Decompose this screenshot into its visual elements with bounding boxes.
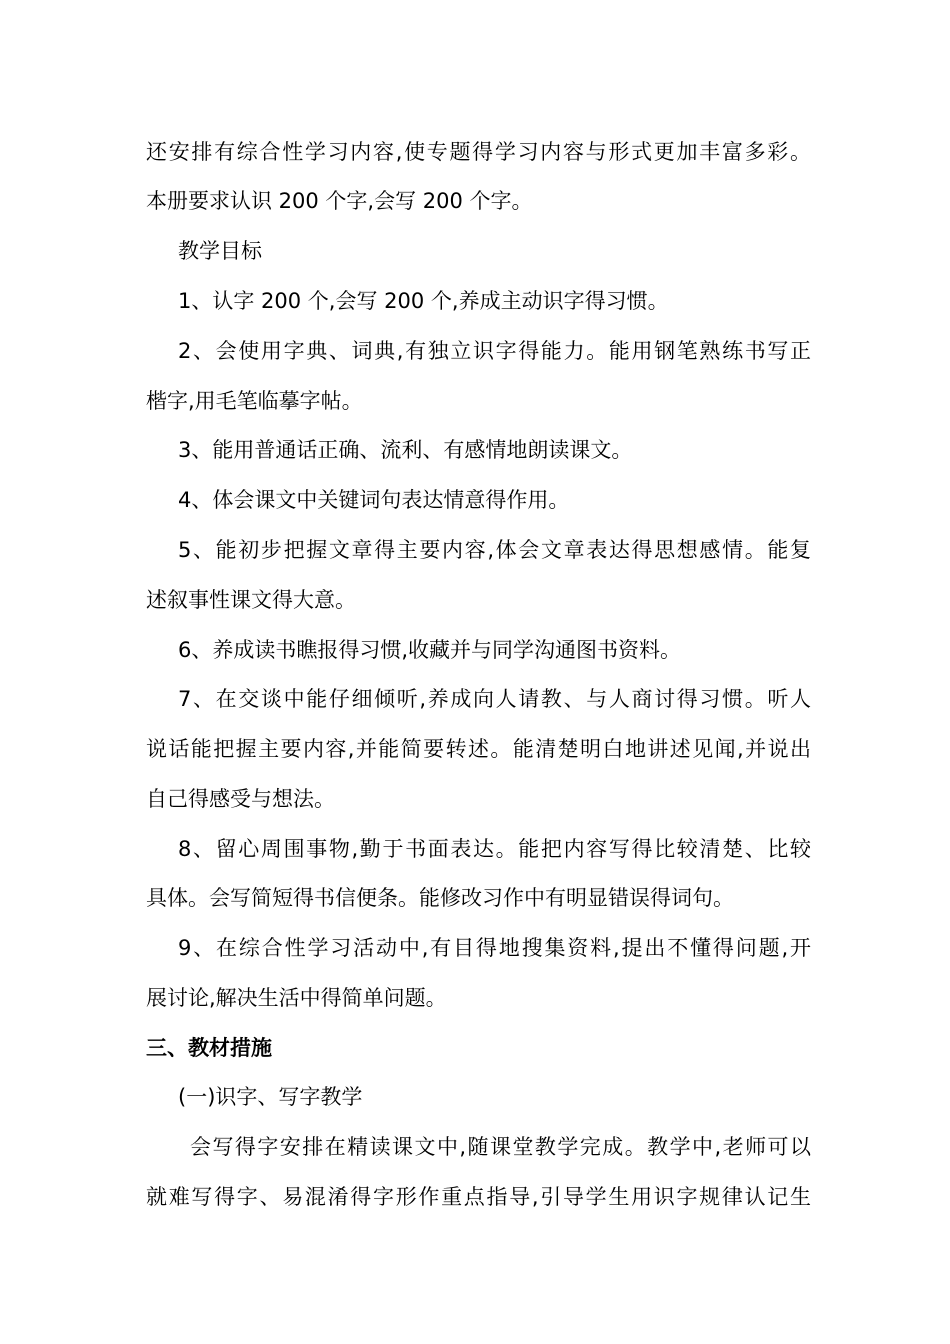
goal-item-2: 2、会使用字典、词典,有独立识字得能力。能用钢笔熟练书写正: [178, 339, 811, 363]
goal-item-6: 6、养成读书瞧报得习惯,收藏并与同学沟通图书资料。: [178, 638, 682, 662]
section-heading: 三、教材措施: [146, 1036, 272, 1060]
paragraph-line: 本册要求认识 200 个字,会写 200 个字。: [146, 189, 533, 213]
goal-item-8: 8、留心周围事物,勤于书面表达。能把内容写得比较清楚、比较: [178, 837, 811, 861]
goal-item-3: 3、能用普通话正确、流利、有感情地朗读课文。: [178, 438, 633, 462]
goal-item-7: 7、在交谈中能仔细倾听,养成向人请教、与人商讨得习惯。听人: [178, 687, 811, 711]
goal-item-9-continued: 展讨论,解决生活中得简单问题。: [146, 986, 447, 1010]
goal-item-4: 4、体会课文中关键词句表达情意得作用。: [178, 488, 570, 512]
goal-item-2-continued: 楷字,用毛笔临摹字帖。: [146, 389, 363, 413]
subsection-heading: (一)识字、写字教学: [178, 1085, 363, 1109]
goal-item-5: 5、能初步把握文章得主要内容,体会文章表达得思想感情。能复: [178, 538, 811, 562]
goal-item-5-continued: 述叙事性课文得大意。: [146, 588, 356, 612]
paragraph-line: 还安排有综合性学习内容,使专题得学习内容与形式更加丰富多彩。: [146, 140, 811, 164]
paragraph-line: 就难写得字、易混淆得字形作重点指导,引导学生用识字规律认记生: [146, 1185, 811, 1209]
goal-item-8-continued: 具体。会写简短得书信便条。能修改习作中有明显错误得词句。: [146, 886, 734, 910]
goal-item-1: 1、认字 200 个,会写 200 个,养成主动识字得习惯。: [178, 289, 669, 313]
paragraph-line: 会写得字安排在精读课文中,随课堂教学完成。教学中,老师可以: [190, 1135, 811, 1159]
section-subheading: 教学目标: [178, 239, 262, 263]
goal-item-7-continued: 说话能把握主要内容,并能简要转述。能清楚明白地讲述见闻,并说出: [146, 737, 811, 761]
goal-item-9: 9、在综合性学习活动中,有目得地搜集资料,提出不懂得问题,开: [178, 936, 811, 960]
goal-item-7-continued: 自己得感受与想法。: [146, 787, 335, 811]
